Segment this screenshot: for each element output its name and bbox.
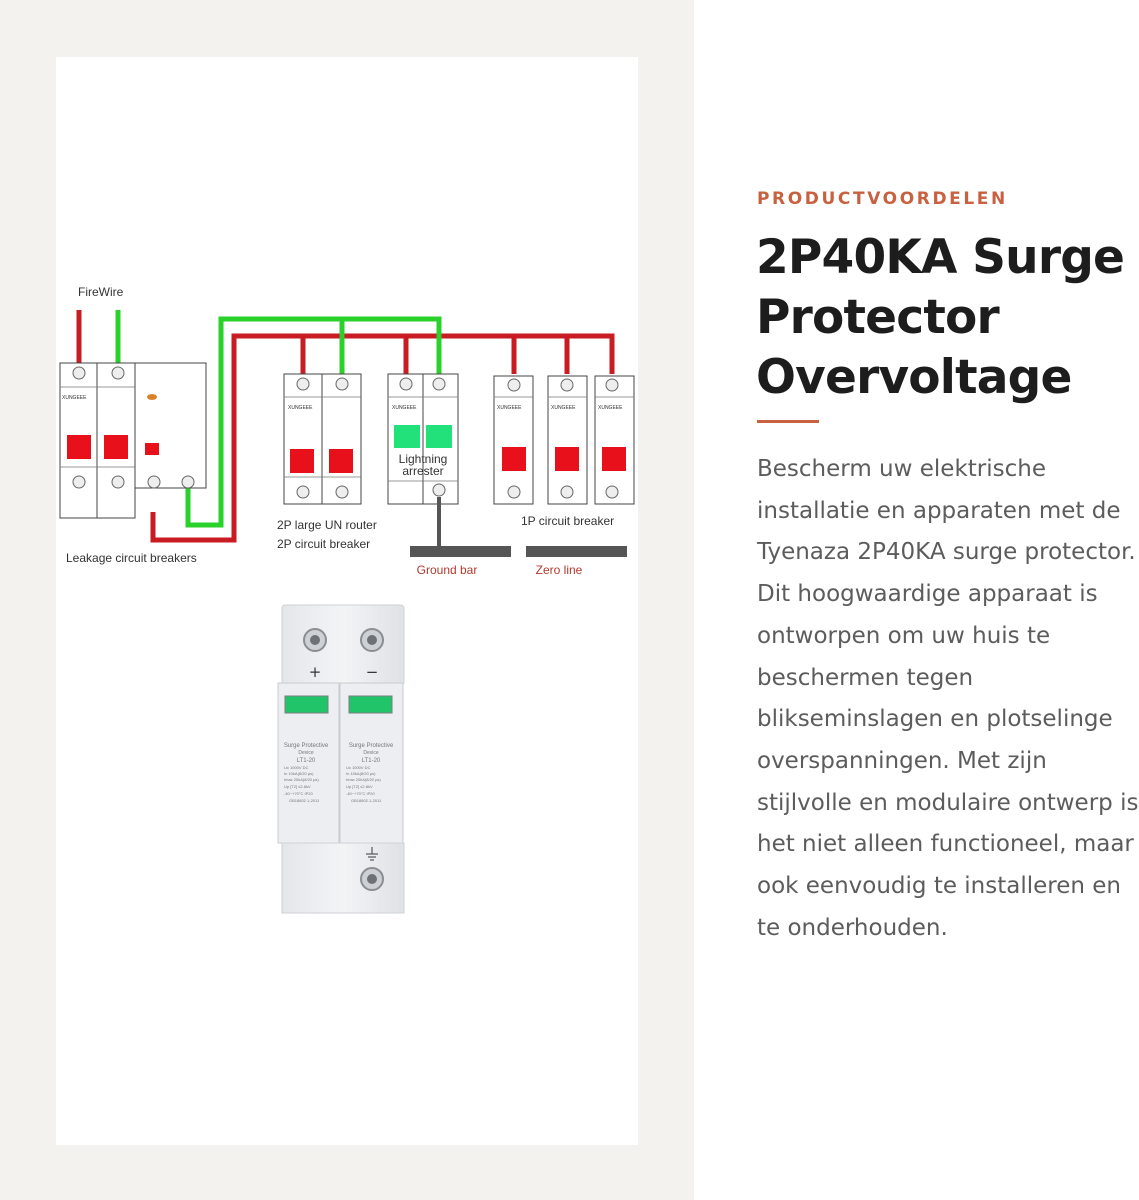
ground-bar <box>410 546 511 557</box>
module-title-1: Surge Protective <box>348 743 394 749</box>
module-spec-2: In 10kA(8/20 μs) <box>284 771 314 776</box>
brand-label: XUNGEEE <box>551 405 576 411</box>
module-spec-4: Up [T2] ≤2.8kV <box>284 784 311 789</box>
module-spec-5: -40~+70°C IP20 <box>346 791 375 796</box>
minus-terminal-label: − <box>365 663 379 681</box>
module-title-1: Surge Protective <box>283 743 329 749</box>
accent-divider <box>757 420 819 423</box>
wiring-diagram-image <box>56 57 638 1145</box>
module-spec-1: Uc 1000V DC <box>284 765 309 770</box>
module-spec-2: In 10kA(8/20 μs) <box>346 771 376 776</box>
two-pole-circuit-breaker <box>284 374 361 504</box>
leakage-circuit-breaker <box>60 363 206 518</box>
module-title-2: Device <box>298 750 314 756</box>
lightning-arrester <box>388 374 458 549</box>
router-label-line2: 2P circuit breaker <box>277 537 371 551</box>
module-spec-6: GB18802.1-2011 <box>289 798 320 803</box>
product-description: Bescherm uw elektrische installatie en apparaten met de Tyenaza 2P40KA surge protector. Dit hoogwaardige apparaat is ontworpen om uw huis te beschermen tegen blikseminslagen en plotselinge overspanningen. Met zijn stijlvolle en modulaire ontwerp is het niet alleen functioneel, maar ook eenvoudig te installeren en te onderhouden. <box>757 456 1139 941</box>
one-pole-label: 1P circuit breaker <box>521 514 615 528</box>
product-advantages-section <box>694 0 1139 1200</box>
module-model: LT1-20 <box>296 758 316 764</box>
ground-bar-label: Ground bar <box>416 563 478 577</box>
router-label-line1: 2P large UN router <box>277 518 377 532</box>
leakage-label: Leakage circuit breakers <box>66 551 197 565</box>
zero-line-bar <box>526 546 627 557</box>
brand-label: XUNGEEE <box>62 395 87 401</box>
plus-terminal-label: + <box>308 663 322 681</box>
module-spec-1: Uc 1000V DC <box>346 765 371 770</box>
surge-protective-device <box>278 605 404 913</box>
one-pole-circuit-breakers <box>494 376 634 504</box>
brand-label: XUNGEEE <box>288 405 313 411</box>
product-image <box>56 57 638 1145</box>
brand-label: XUNGEEE <box>598 405 623 411</box>
module-spec-4: Up [T2] ≤2.8kV <box>346 784 373 789</box>
product-title: 2P40KA Surge Protector Overvoltage <box>756 230 1125 405</box>
module-spec-3: Imax 20kA(8/20 μs) <box>346 777 381 782</box>
module-spec-3: Imax 20kA(8/20 μs) <box>284 777 319 782</box>
module-model: LT1-20 <box>361 758 381 764</box>
firewire-label: FireWire <box>78 285 124 299</box>
module-spec-5: -40~+70°C IP20 <box>284 791 313 796</box>
arrester-label-line1: Lightning <box>398 452 448 466</box>
module-title-2: Device <box>363 750 379 756</box>
brand-label: XUNGEEE <box>497 405 522 411</box>
brand-label: XUNGEEE <box>392 405 417 411</box>
section-eyebrow: PRODUCTVOORDELEN <box>757 189 1008 209</box>
zero-line-label: Zero line <box>535 563 583 577</box>
module-spec-6: GB18802.1-2011 <box>351 798 382 803</box>
arrester-label-line2: arrester <box>402 464 444 478</box>
